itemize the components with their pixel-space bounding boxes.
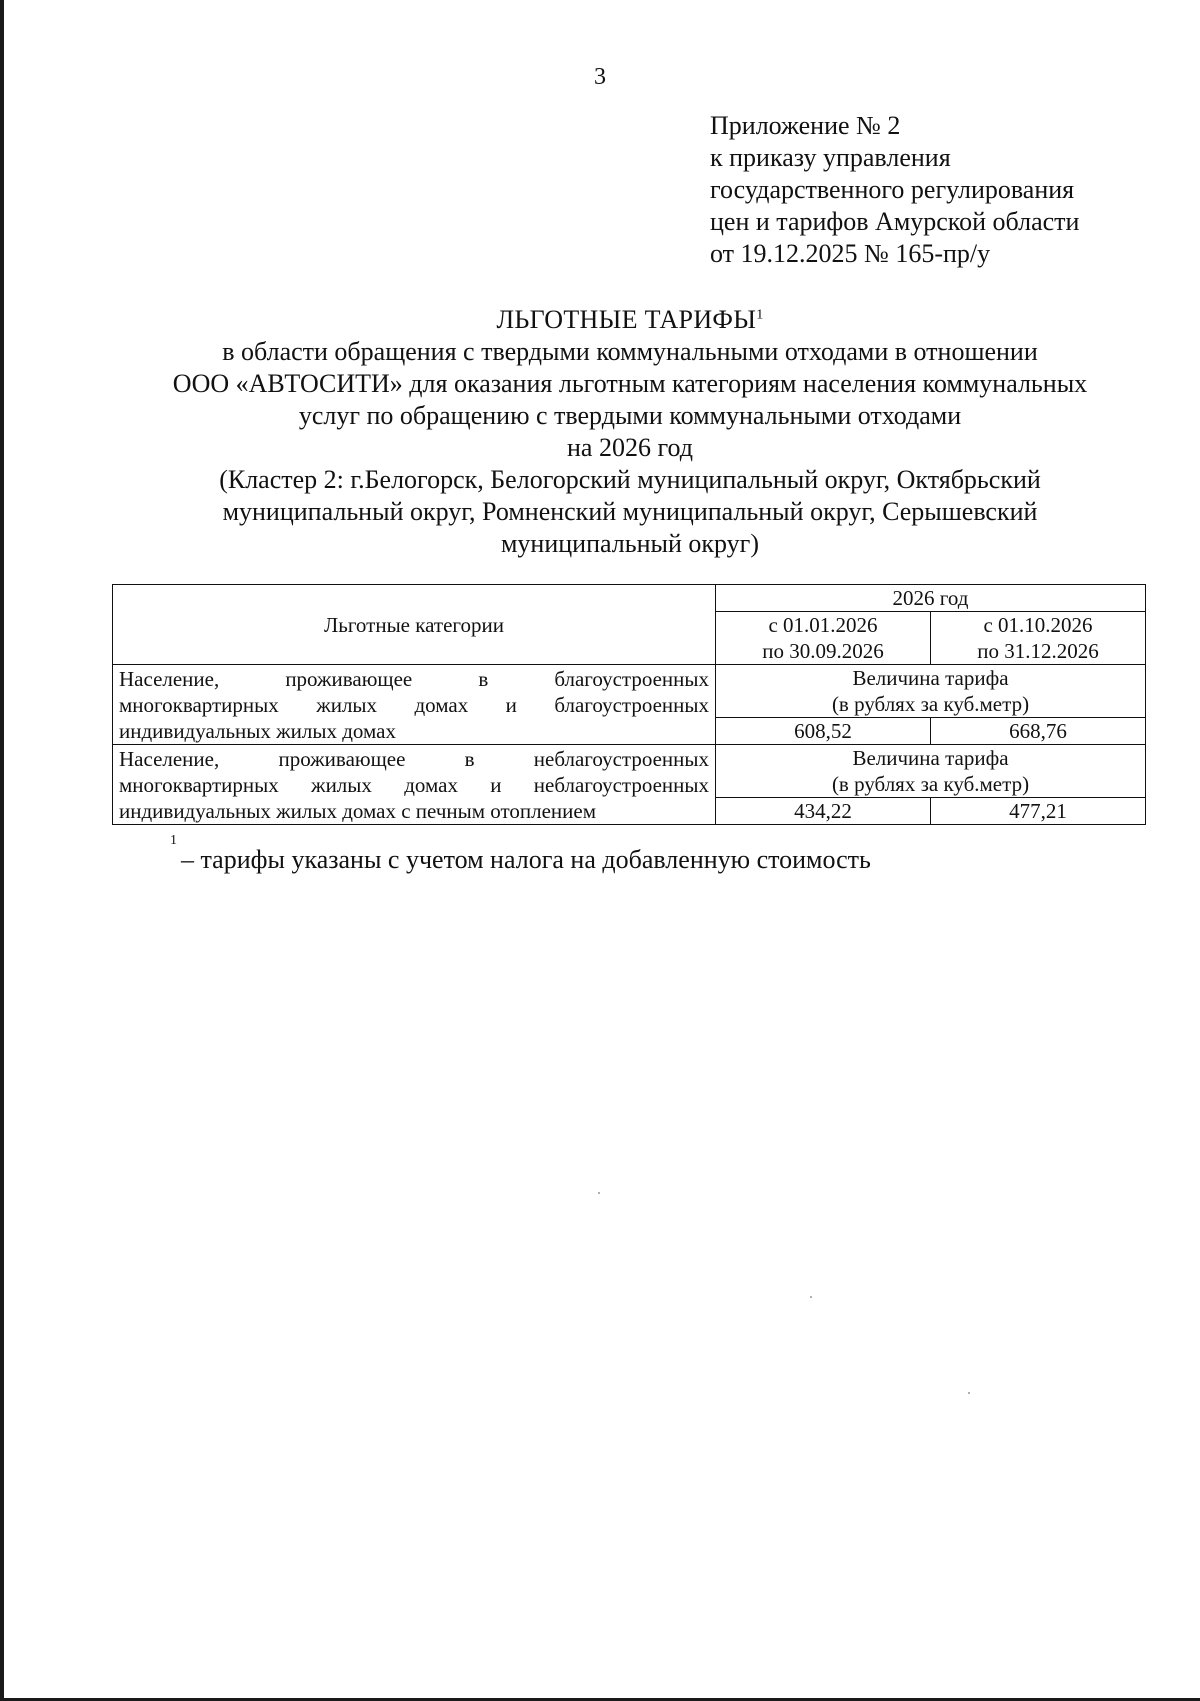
period-1-start: с 01.01.2026 <box>768 613 878 637</box>
footnote <box>170 833 871 875</box>
category-cell <box>113 745 716 825</box>
page-number: 3 <box>594 64 606 90</box>
header-period-2 <box>931 612 1146 665</box>
appendix-line: Приложение № 2 <box>710 111 901 140</box>
period-1-end: по 30.09.2026 <box>762 639 884 663</box>
footnote-text: – тарифы указаны с учетом налога на добавленную стоимость <box>181 845 871 874</box>
appendix-line: государственного регулирования <box>710 175 1075 204</box>
category-line: индивидуальных жилых домах с печным отоплением <box>119 798 597 823</box>
tariff-unit-label: Величина тарифа <box>852 666 1009 690</box>
tariff-value-period-1: 608,52 <box>716 718 931 745</box>
table-row <box>113 665 1146 718</box>
tariff-unit-measure: (в рублях за куб.метр) <box>831 772 1030 796</box>
document-title-block <box>100 304 1160 560</box>
title-line: на 2026 год <box>567 433 693 462</box>
appendix-line: к приказу управления <box>710 143 951 172</box>
title-text: ЛЬГОТНЫЕ ТАРИФЫ <box>496 305 757 334</box>
header-period-1 <box>716 612 931 665</box>
title-footnote-mark: 1 <box>756 307 764 323</box>
header-year: 2026 год <box>716 585 1146 612</box>
title-line: в области обращения с твердыми коммунальными отходами в отношении <box>222 337 1038 366</box>
title-line: услуг по обращению с твердыми коммунальными отходами <box>298 401 962 430</box>
title-line: муниципальный округ) <box>500 529 760 558</box>
tariff-unit-label: Величина тарифа <box>852 746 1009 770</box>
tariff-unit-cell <box>716 665 1146 718</box>
table-row <box>113 745 1146 798</box>
tariff-value-period-2: 477,21 <box>931 798 1146 825</box>
tariff-unit-cell <box>716 745 1146 798</box>
appendix-line: от 19.12.2025 № 165-пр/у <box>710 239 991 268</box>
tariff-unit-measure: (в рублях за куб.метр) <box>831 692 1030 716</box>
appendix-line: цен и тарифов Амурской области <box>710 207 1080 236</box>
category-line: индивидуальных жилых домах <box>119 718 396 743</box>
scan-edge-left <box>0 0 4 1701</box>
appendix-header <box>710 110 1079 270</box>
table-header-row <box>113 585 1146 612</box>
footnote-mark: 1 <box>170 833 177 849</box>
tariff-value-period-1: 434,22 <box>716 798 931 825</box>
scan-speck <box>598 1192 600 1194</box>
period-2-start: с 01.10.2026 <box>983 613 1093 637</box>
tariff-table <box>112 584 1146 825</box>
title-line: ООО «АВТОСИТИ» для оказания льготным категориям населения коммунальных <box>172 369 1088 398</box>
category-line: Население, проживающее в неблагоустроенных <box>119 746 709 771</box>
category-line: многоквартирных жилых домах и благоустроенных <box>119 692 709 717</box>
scan-speck <box>810 1296 812 1298</box>
scan-speck <box>968 1392 970 1394</box>
title-line: муниципальный округ, Ромненский муниципальный округ, Серышевский <box>222 497 1038 526</box>
period-2-end: по 31.12.2026 <box>977 639 1099 663</box>
title-line: (Кластер 2: г.Белогорск, Белогорский муниципальный округ, Октябрьский <box>219 465 1041 494</box>
category-line: Население, проживающее в благоустроенных <box>119 666 709 691</box>
header-category: Льготные категории <box>113 585 716 665</box>
category-cell <box>113 665 716 745</box>
category-line: многоквартирных жилых домах и неблагоустроенных <box>119 772 709 797</box>
document-title <box>100 304 1160 336</box>
tariff-value-period-2: 668,76 <box>931 718 1146 745</box>
